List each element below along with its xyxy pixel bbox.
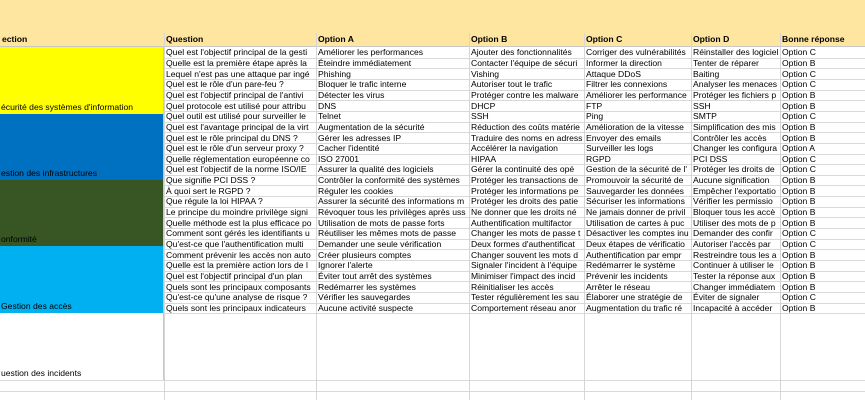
option-b-cell[interactable]: Signaler l'incident à l'équipe xyxy=(471,260,577,271)
question-cell[interactable]: Que signifie PCI DSS ? xyxy=(166,175,256,186)
option-c-cell[interactable]: Surveiller les logs xyxy=(586,143,654,154)
header-question[interactable]: Question xyxy=(166,34,204,44)
option-b-cell[interactable]: Vishing xyxy=(471,68,500,79)
answer-cell[interactable]: Option B xyxy=(782,185,816,196)
header-band xyxy=(0,0,865,33)
question-cell[interactable]: Quelle est la première étape après la xyxy=(166,57,307,68)
option-a-cell[interactable]: Éteindre immédiatement xyxy=(318,57,412,68)
section-securite[interactable] xyxy=(0,47,164,114)
option-a-cell[interactable]: Demander une seule vérification xyxy=(318,239,442,249)
option-a-cell[interactable]: Éviter tout arrêt des systèmes xyxy=(318,270,432,281)
option-c-cell[interactable]: Informer la direction xyxy=(586,57,662,68)
question-cell[interactable]: Quels sont les principaux composants xyxy=(166,281,311,292)
question-cell[interactable]: À quoi sert le RGPD ? xyxy=(166,185,251,196)
option-d-cell[interactable]: Tester la réponse aux xyxy=(693,270,776,281)
column-gridline xyxy=(691,33,692,400)
answer-cell[interactable]: Option B xyxy=(782,217,816,228)
option-b-cell[interactable]: Accélérer la navigation xyxy=(471,143,558,154)
row-gridline xyxy=(0,380,865,381)
question-cell[interactable]: Quels sont les principaux indicateurs xyxy=(166,302,306,313)
option-a-cell[interactable]: Détecter les virus xyxy=(318,89,385,100)
answer-cell[interactable]: Option B xyxy=(782,121,816,132)
option-a-cell[interactable]: Révoquer tous les privilèges après uss xyxy=(318,207,466,218)
answer-cell[interactable]: Option B xyxy=(782,175,816,186)
option-a-cell[interactable]: Utilisation de mots de passe forts xyxy=(318,217,445,228)
option-d-cell[interactable]: Restreindre tous les a xyxy=(693,249,777,260)
option-b-cell[interactable]: Protéger les informations pe xyxy=(471,185,579,196)
option-a-cell[interactable]: Assurer la qualité des logiciels xyxy=(318,164,434,175)
answer-cell[interactable]: Option B xyxy=(782,89,816,100)
question-cell[interactable]: Comment sont gérés les identifiants u xyxy=(166,228,310,239)
question-cell[interactable]: Quel protocole est utilisé pour attribu xyxy=(166,100,306,111)
option-b-cell[interactable]: Comportement réseau anor xyxy=(471,302,577,313)
option-b-cell[interactable]: Changer souvent les mots d xyxy=(471,249,579,260)
answer-cell[interactable]: Option B xyxy=(782,132,816,143)
section-acces[interactable] xyxy=(0,246,164,313)
answer-cell[interactable]: Option C xyxy=(782,79,816,90)
answer-cell[interactable]: Option B xyxy=(782,249,816,260)
option-b-cell[interactable]: Protéger les transactions de xyxy=(471,175,579,186)
option-c-cell[interactable]: Gestion de la sécurité de l' xyxy=(586,164,688,175)
answer-cell[interactable]: Option B xyxy=(782,196,816,207)
option-c-cell[interactable]: Promouvoir la sécurité de xyxy=(586,175,684,186)
option-a-cell[interactable]: Augmentation de la sécurité xyxy=(318,121,425,132)
answer-cell[interactable]: Option B xyxy=(782,207,816,218)
option-a-cell[interactable]: Ignorer l'alerte xyxy=(318,260,373,271)
section-label: uestion des incidents xyxy=(1,368,82,378)
question-cell[interactable]: Quel est l'objectif principal de la gesti xyxy=(166,47,308,58)
question-cell[interactable]: Quel outil est utilisé pour surveiller le xyxy=(166,111,306,122)
option-d-cell[interactable]: Utiliser des mots de p xyxy=(693,217,776,228)
option-d-cell[interactable]: Protéger les fichiers p xyxy=(693,89,777,100)
answer-cell[interactable]: Option B xyxy=(782,100,816,111)
question-cell[interactable]: Quel est le rôle principal du DNS ? xyxy=(166,132,298,143)
option-d-cell[interactable]: Aucune signification xyxy=(693,175,770,186)
option-b-cell[interactable]: Gérer la continuité des opé xyxy=(471,164,575,175)
option-c-cell[interactable]: Authentification par empr xyxy=(586,249,682,260)
option-b-cell[interactable]: Deux formes d'authentificat xyxy=(471,239,575,249)
option-c-cell[interactable]: FTP xyxy=(586,100,603,111)
option-b-cell[interactable]: Tester régulièrement les sau xyxy=(471,292,579,303)
option-a-cell[interactable]: DNS xyxy=(318,100,337,111)
option-a-cell[interactable]: ISO 27001 xyxy=(318,153,360,164)
option-d-cell[interactable]: Simplification des mis xyxy=(693,121,776,132)
answer-cell[interactable]: Option C xyxy=(782,164,816,175)
option-c-cell[interactable]: Envoyer des emails xyxy=(586,132,661,143)
header-option-c[interactable]: Option C xyxy=(586,34,623,44)
question-cell[interactable]: Quel est l'objectif de la norme ISO/IE xyxy=(166,164,307,175)
option-a-cell[interactable]: Aucune activité suspecte xyxy=(318,302,414,313)
option-c-cell[interactable]: Attaque DDoS xyxy=(586,68,641,79)
option-d-cell[interactable]: Analyser les menaces xyxy=(693,79,778,90)
option-b-cell[interactable]: SSH xyxy=(471,111,489,122)
option-d-cell[interactable]: Baiting xyxy=(693,68,720,79)
answer-cell[interactable]: Option C xyxy=(782,47,816,58)
answer-cell[interactable]: Option A xyxy=(782,143,815,154)
answer-cell[interactable]: Option C xyxy=(782,153,816,164)
option-b-cell[interactable]: Authentification multifactor xyxy=(471,217,572,228)
header-option-a[interactable]: Option A xyxy=(318,34,354,44)
option-d-cell[interactable]: Tenter de réparer xyxy=(693,57,759,68)
option-d-cell[interactable]: Bloquer tous les accè xyxy=(693,207,776,218)
section-label: écurité des systèmes d'information xyxy=(1,102,134,112)
answer-cell[interactable]: Option C xyxy=(782,68,816,79)
row-gridline xyxy=(164,313,865,314)
answer-cell[interactable]: Option C xyxy=(782,228,816,239)
option-a-cell[interactable]: Gérer les adresses IP xyxy=(318,132,402,143)
question-cell[interactable]: Le principe du moindre privilège signi xyxy=(166,207,308,218)
option-c-cell[interactable]: Corriger des vulnérabilités xyxy=(586,47,686,58)
option-c-cell[interactable]: Augmentation du trafic ré xyxy=(586,302,683,313)
option-b-cell[interactable]: Minimiser l'impact des incid xyxy=(471,270,576,281)
answer-cell[interactable]: Option B xyxy=(782,260,816,271)
question-cell[interactable]: Quel est le rôle d'un pare-feu ? xyxy=(166,79,284,90)
answer-cell[interactable]: Option C xyxy=(782,111,816,122)
option-c-cell[interactable]: Utilisation de cartes à puc xyxy=(586,217,685,228)
answer-cell[interactable]: Option B xyxy=(782,281,816,292)
question-cell[interactable]: Qu'est-ce que l'authentification multi xyxy=(166,239,304,249)
option-a-cell[interactable]: Redémarrer les systèmes xyxy=(318,281,416,292)
question-cell[interactable]: Que régule la loi HIPAA ? xyxy=(166,196,263,207)
option-a-cell[interactable]: Telnet xyxy=(318,111,341,122)
option-d-cell[interactable]: Demander des confir xyxy=(693,228,773,239)
option-d-cell[interactable]: SSH xyxy=(693,100,711,111)
option-d-cell[interactable]: Empêcher l'exportatio xyxy=(693,185,776,196)
column-gridline xyxy=(780,33,781,400)
option-b-cell[interactable]: Ne donner que les droits né xyxy=(471,207,577,218)
option-d-cell[interactable]: Continuer à utiliser le xyxy=(693,260,774,271)
section-incidents[interactable] xyxy=(0,313,164,380)
column-gridline xyxy=(316,33,317,400)
option-a-cell[interactable]: Vérifier les sauvegardes xyxy=(318,292,411,303)
question-cell[interactable]: Quelle réglementation européenne co xyxy=(166,153,310,164)
option-a-cell[interactable]: Améliorer les performances xyxy=(318,47,424,58)
option-b-cell[interactable]: Protéger contre les malware xyxy=(471,89,579,100)
question-cell[interactable]: Quel est l'objectif principal de l'antivi xyxy=(166,89,304,100)
option-c-cell[interactable]: Ne jamais donner de privil xyxy=(586,207,686,218)
header-option-d[interactable]: Option D xyxy=(693,34,730,44)
option-b-cell[interactable]: Réinitialiser les accès xyxy=(471,281,554,292)
option-d-cell[interactable]: Autoriser l'accès par xyxy=(693,239,771,249)
option-c-cell[interactable]: Améliorer les performance xyxy=(586,89,687,100)
question-cell[interactable]: Quelle est la première action lors de l xyxy=(166,260,308,271)
question-cell[interactable]: Quelle méthode est la plus efficace po xyxy=(166,217,312,228)
option-d-cell[interactable]: Protéger les droits de xyxy=(693,164,775,175)
question-cell[interactable]: Lequel n'est pas une attaque par ingé xyxy=(166,68,310,79)
option-b-cell[interactable]: Autoriser tout le trafic xyxy=(471,79,553,90)
option-d-cell[interactable]: PCI DSS xyxy=(693,153,728,164)
column-gridline xyxy=(164,33,165,400)
option-b-cell[interactable]: Contacter l'équipe de sécuri xyxy=(471,57,578,68)
option-b-cell[interactable]: HIPAA xyxy=(471,153,497,164)
option-c-cell[interactable]: Filtrer les connexions xyxy=(586,79,668,90)
option-d-cell[interactable]: Incapacité à accéder xyxy=(693,302,773,313)
option-d-cell[interactable]: Éviter de signaler xyxy=(693,292,760,303)
option-a-cell[interactable]: Cacher l'identité xyxy=(318,143,380,154)
option-b-cell[interactable]: Ajouter des fonctionnalités xyxy=(471,47,572,58)
option-c-cell[interactable]: Ping xyxy=(586,111,604,122)
option-a-cell[interactable]: Réutiliser les mêmes mots de passe xyxy=(318,228,457,239)
option-d-cell[interactable]: Vérifier les permissio xyxy=(693,196,773,207)
option-b-cell[interactable]: Protéger les droits des patie xyxy=(471,196,579,207)
question-cell[interactable]: Comment prévenir les accès non auto xyxy=(166,249,311,260)
option-c-cell[interactable]: Désactiver les comptes inu xyxy=(586,228,689,239)
section-infrastructures[interactable] xyxy=(0,114,164,180)
option-d-cell[interactable]: Contrôler les accès xyxy=(693,132,767,143)
option-c-cell[interactable]: Sécuriser les informations xyxy=(586,196,685,207)
answer-cell[interactable]: Option C xyxy=(782,239,816,249)
option-c-cell[interactable]: Prévenir les incidents xyxy=(586,270,668,281)
option-a-cell[interactable]: Bloquer le trafic interne xyxy=(318,79,407,90)
header-bonne-reponse[interactable]: Bonne réponse xyxy=(782,34,845,44)
option-c-cell[interactable]: Amélioration de la vitesse xyxy=(586,121,684,132)
option-a-cell[interactable]: Créer plusieurs comptes xyxy=(318,249,412,260)
option-c-cell[interactable]: RGPD xyxy=(586,153,611,164)
option-a-cell[interactable]: Réguler les cookies xyxy=(318,185,393,196)
question-cell[interactable]: Quel est le rôle d'un serveur proxy ? xyxy=(166,143,304,154)
answer-cell[interactable]: Option B xyxy=(782,270,816,281)
header-section[interactable]: ection xyxy=(2,34,28,44)
answer-cell[interactable]: Option C xyxy=(782,292,816,303)
section-label: Gestion des accès xyxy=(1,301,72,311)
option-c-cell[interactable]: Sauvegarder les données xyxy=(586,185,684,196)
option-d-cell[interactable]: Changer les configura xyxy=(693,143,778,154)
row-gridline xyxy=(0,391,865,392)
option-d-cell[interactable]: SMTP xyxy=(693,111,717,122)
option-c-cell[interactable]: Redémarrer le système xyxy=(586,260,676,271)
option-c-cell[interactable]: Élaborer une stratégie de xyxy=(586,292,683,303)
question-cell[interactable]: Quel est l'objectif principal d'un plan xyxy=(166,270,303,281)
option-b-cell[interactable]: DHCP xyxy=(471,100,496,111)
option-a-cell[interactable]: Phishing xyxy=(318,68,351,79)
question-cell[interactable]: Qu'est-ce qu'une analyse de risque ? xyxy=(166,292,308,303)
section-label: onformité xyxy=(1,234,37,244)
option-b-cell[interactable]: Traduire des noms en adress xyxy=(471,132,583,143)
section-conformite[interactable] xyxy=(0,180,164,246)
option-d-cell[interactable]: Réinstaller des logiciel xyxy=(693,47,779,58)
column-gridline xyxy=(584,33,585,400)
answer-cell[interactable]: Option B xyxy=(782,57,816,68)
column-gridline xyxy=(469,33,470,400)
option-c-cell[interactable]: Arrêter le réseau xyxy=(586,281,651,292)
option-a-cell[interactable]: Assurer la sécurité des informations m xyxy=(318,196,465,207)
answer-cell[interactable]: Option B xyxy=(782,302,816,313)
option-c-cell[interactable]: Deux étapes de vérificatio xyxy=(586,239,685,249)
header-row xyxy=(0,33,865,47)
option-d-cell[interactable]: Changer immédiatem xyxy=(693,281,776,292)
header-option-b[interactable]: Option B xyxy=(471,34,508,44)
section-label: estion des infrastructures xyxy=(1,168,98,178)
option-a-cell[interactable]: Contrôler la conformité des systèmes xyxy=(318,175,460,186)
option-b-cell[interactable]: Changer les mots de passe t xyxy=(471,228,581,239)
question-cell[interactable]: Quel est l'avantage principal de la virt xyxy=(166,121,309,132)
option-b-cell[interactable]: Réduction des coûts matérie xyxy=(471,121,580,132)
